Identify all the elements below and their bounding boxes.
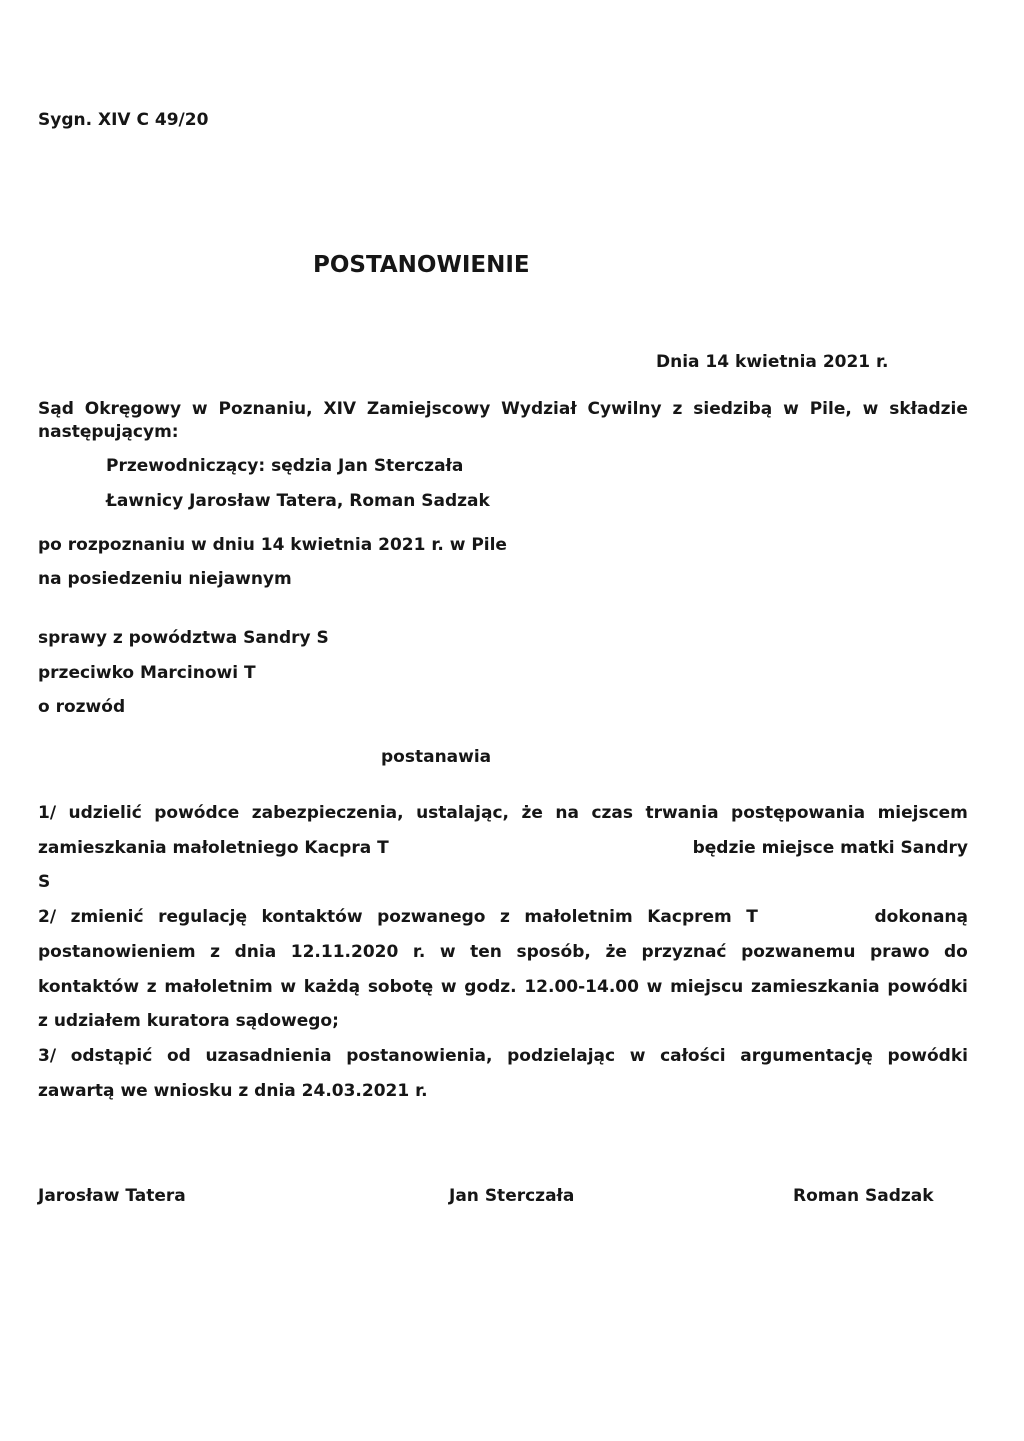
word: 12.00-14.00: [524, 977, 639, 997]
word: że: [605, 942, 627, 962]
word: z: [146, 977, 157, 997]
word: przyznać: [641, 942, 727, 962]
word: XIV: [323, 399, 357, 419]
word: powódki: [887, 977, 968, 997]
court-composition: [38, 401, 968, 418]
point-1-line-3: S: [38, 872, 51, 892]
word: 1/: [38, 803, 57, 823]
word: w: [439, 942, 456, 962]
word: Kacprem: [647, 907, 732, 927]
document-title: POSTANOWIENIE: [313, 252, 530, 278]
word: w: [862, 399, 879, 419]
word: siedzibą: [693, 399, 773, 419]
word: na: [555, 803, 579, 823]
word: pozwanemu: [741, 942, 856, 962]
word: argumentację: [740, 1046, 873, 1066]
point-2-line-4: z udziałem kuratora sądowego;: [38, 1011, 339, 1031]
document-date: Dnia 14 kwietnia 2021 r.: [656, 352, 889, 372]
word: w: [629, 1046, 646, 1066]
word: uzasadnienia: [205, 1046, 332, 1066]
signature-right: Roman Sadzak: [793, 1186, 934, 1206]
court-line: [38, 401, 968, 418]
word: godz.: [464, 977, 517, 997]
word: małoletnim: [524, 907, 633, 927]
word: postanowienia,: [346, 1046, 493, 1066]
signature-left: Jarosław Tatera: [38, 1186, 186, 1206]
defendant-line: przeciwko Marcinowi T: [38, 663, 256, 683]
word: miejscu: [670, 977, 744, 997]
word: do: [944, 942, 968, 962]
word: w: [440, 977, 457, 997]
word: udzielić: [68, 803, 142, 823]
word: w: [783, 399, 799, 419]
word: czas: [591, 803, 633, 823]
word: podzielając: [507, 1046, 616, 1066]
word: kontaktów: [261, 907, 363, 927]
word: że: [521, 803, 543, 823]
word: całości: [660, 1046, 726, 1066]
point-3-line-1: [38, 1048, 968, 1065]
session-type: na posiedzeniu niejawnym: [38, 569, 292, 589]
word: Zamiejscowy: [366, 399, 491, 419]
point-1-line-2b: będzie miejsce matki Sandry: [692, 838, 968, 858]
point-2-line-2: [38, 944, 968, 961]
word: Sąd: [38, 399, 74, 419]
word: dnia: [234, 942, 277, 962]
word: postanowieniem: [38, 942, 196, 962]
word: zabezpieczenia,: [251, 803, 404, 823]
lay-judges: Ławnicy Jarosław Tatera, Roman Sadzak: [106, 491, 490, 511]
word: Cywilny: [587, 399, 662, 419]
point-2-line-3: [38, 979, 968, 996]
word: Wydział: [501, 399, 577, 419]
word: r.: [412, 942, 426, 962]
word: od: [166, 1046, 191, 1066]
word: 12.11.2020: [290, 942, 399, 962]
word: Pile,: [809, 399, 852, 419]
word: każdą: [303, 977, 361, 997]
word: z: [672, 399, 683, 419]
word: T: [746, 907, 758, 927]
word: powódki: [887, 1046, 968, 1066]
word: odstąpić: [70, 1046, 153, 1066]
court-line-2: następującym:: [38, 422, 179, 442]
word: miejscem: [877, 803, 968, 823]
word: małoletnim: [164, 977, 273, 997]
point-1-line-1: [38, 805, 968, 822]
presiding-judge: Przewodniczący: sędzia Jan Sterczała: [106, 456, 464, 476]
hearing-info: po rozpoznaniu w dniu 14 kwietnia 2021 r. w Pile: [38, 535, 507, 555]
word: 3/: [38, 1046, 57, 1066]
point-3-line-2: zawartą we wniosku z dnia 24.03.2021 r.: [38, 1081, 428, 1101]
point-2-line-1b: dokonaną: [874, 907, 968, 927]
word: z: [210, 942, 221, 962]
word: zamieszkania: [750, 977, 880, 997]
word: pozwanego: [377, 907, 486, 927]
decision-heading: postanawia: [381, 747, 492, 767]
point-2-line-1a: [38, 909, 758, 926]
case-subject: o rozwód: [38, 697, 126, 717]
word: sobotę: [367, 977, 434, 997]
word: w: [280, 977, 297, 997]
signature-center: Jan Sterczała: [449, 1186, 575, 1206]
word: ten: [470, 942, 502, 962]
word: zmienić: [70, 907, 144, 927]
case-number: Sygn. XIV C 49/20: [38, 110, 209, 130]
word: postępowania: [731, 803, 866, 823]
word: powódce: [154, 803, 240, 823]
word: trwania: [645, 803, 719, 823]
word: w: [646, 977, 663, 997]
plaintiff-line: sprawy z powództwa Sandry S: [38, 628, 329, 648]
word: kontaktów: [38, 977, 140, 997]
word: 2/: [38, 907, 57, 927]
word: sposób,: [516, 942, 591, 962]
word: Okręgowy: [84, 399, 182, 419]
word: ustalając,: [416, 803, 510, 823]
point-1-line-2a: zamieszkania małoletniego Kacpra T: [38, 838, 389, 858]
word: prawo: [870, 942, 930, 962]
word: regulację: [158, 907, 247, 927]
word: składzie: [889, 399, 968, 419]
word: w: [191, 399, 208, 419]
word: z: [499, 907, 510, 927]
word: Poznaniu,: [218, 399, 313, 419]
